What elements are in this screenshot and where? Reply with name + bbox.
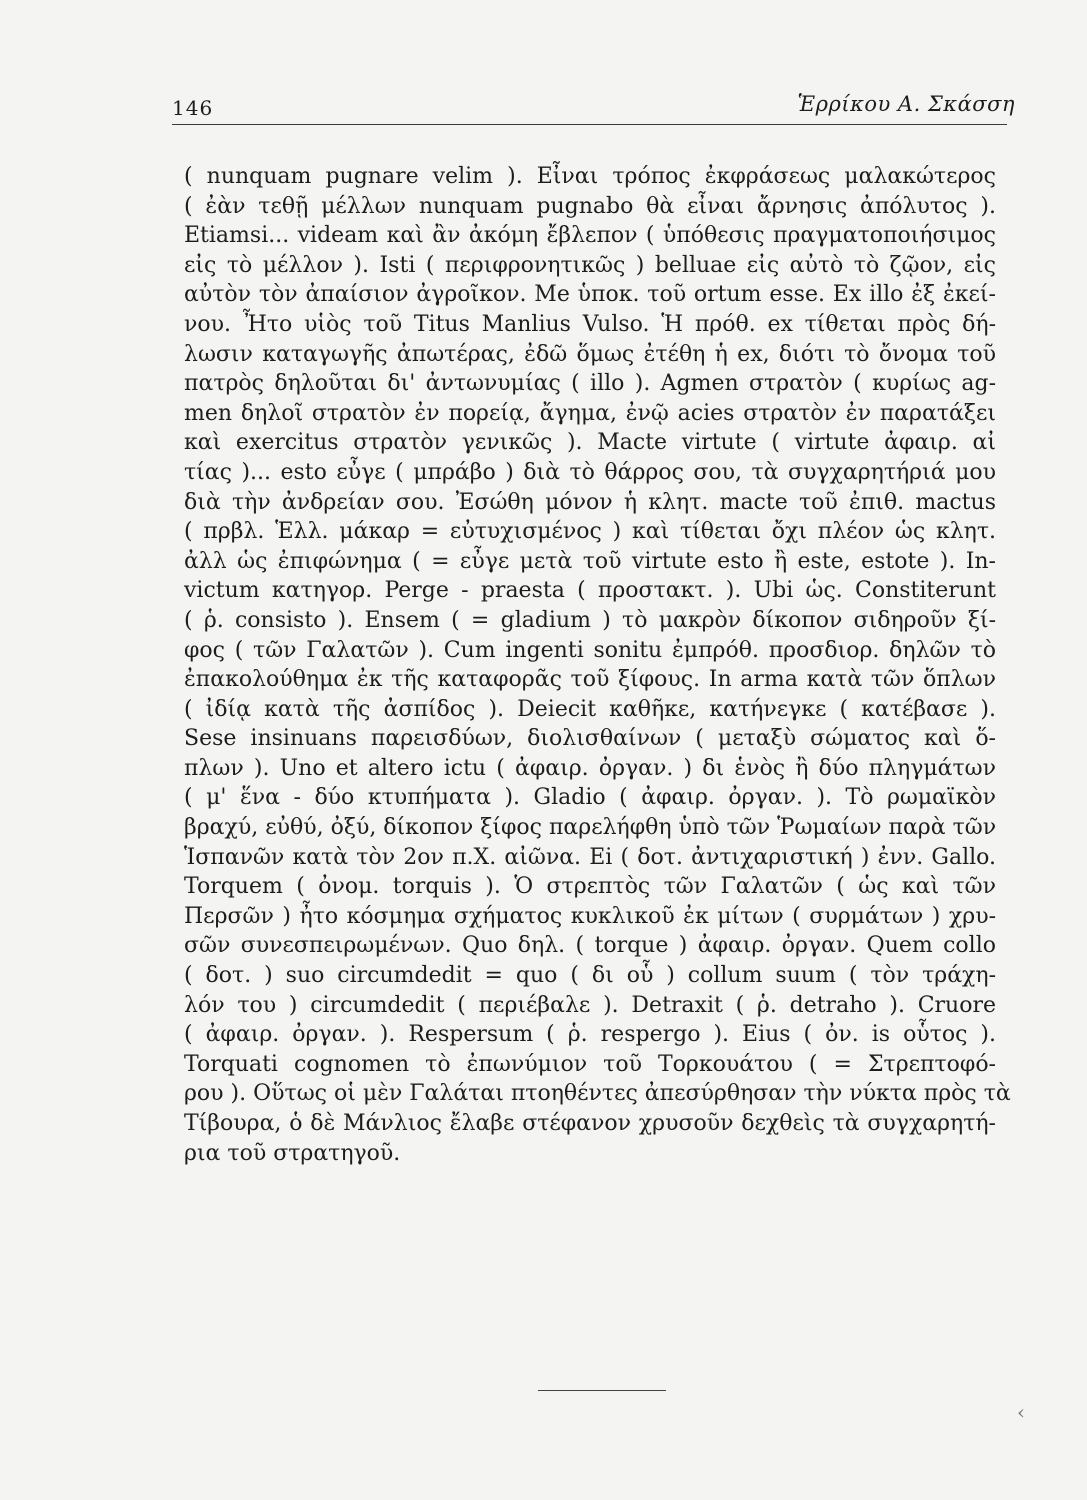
text-line: πλων ). Uno et altero ictu ( ἀφαιρ. ὀργαν. ) δι ἑνὸς ἢ δύο πληγμάτων — [184, 755, 996, 781]
text-line: men δηλοῖ στρατὸν ἐν πορείᾳ, ἄγημα, ἐνῷ acies στρατὸν ἐν παρατάξει — [184, 400, 996, 426]
text-line: εἰς τὸ μέλλον ). Isti ( περιφρονητικῶς ) belluae εἰς αὐτὸ τὸ ζῷον, εἰς — [184, 252, 996, 278]
page-number: 146 — [172, 96, 214, 120]
end-rule — [538, 1390, 666, 1391]
text-line: ( ἀφαιρ. ὀργαν. ). Respersum ( ῥ. respergo ). Eius ( ὀν. is οὗτος ). — [184, 1022, 996, 1048]
body-text — [184, 162, 1011, 1168]
text-line: καὶ exercitus στρατὸν γενικῶς ). Macte virtute ( virtute ἀφαιρ. αἰ — [184, 430, 996, 456]
text-line: victum κατηγορ. Perge - praesta ( προστακτ. ). Ubi ὡς. Constiterunt — [184, 578, 996, 604]
text-line: Torquati cognomen τὸ ἐπωνύμιον τοῦ Τορκουάτου ( = Στρεπτοφό- — [184, 1051, 996, 1077]
text-line: διὰ τὴν ἀνδρείαν σου. Ἐσώθη μόνον ἡ κλητ. macte τοῦ ἐπιθ. mactus — [184, 489, 996, 515]
running-head: Ἑρρίκου Α. Σκάσση — [797, 92, 1015, 116]
text-line: νου. Ἦτο υἱὸς τοῦ Titus Manlius Vulso. Ἡ πρόθ. ex τίθεται πρὸς δή- — [184, 311, 996, 337]
text-line: ( ῥ. consisto ). Ensem ( = gladium ) τὸ μακρὸν δίκοπον σιδηροῦν ξί- — [184, 607, 996, 633]
text-line: ( ἐὰν τεθῇ μέλλων nunquam pugnabo θὰ εἶναι ἄρνησις ἀπόλυτος ). — [184, 193, 996, 219]
text-line: ( μ' ἕνα - δύο κτυπήματα ). Gladio ( ἀφαιρ. ὀργαν. ). Τὸ ρωμαϊκὸν — [184, 785, 996, 811]
text-line: ( πρβλ. Ἑλλ. μάκαρ = εὐτυχισμένος ) καὶ τίθεται ὄχι πλέον ὡς κλητ. — [184, 519, 996, 545]
text-line: ρου ). Οὕτως οἱ μὲν Γαλάται πτοηθέντες ἀπεσύρθησαν τὴν νύκτα πρὸς τὰ — [184, 1081, 1011, 1107]
text-line-last: ρια τοῦ στρατηγοῦ. — [184, 1140, 401, 1166]
text-line: ( ἰδίᾳ κατὰ τῆς ἀσπίδος ). Deiecit καθῆκε, κατήνεγκε ( κατέβασε ). — [184, 696, 996, 722]
text-line: ἐπακολούθημα ἐκ τῆς καταφορᾶς τοῦ ξίφους. In arma κατὰ τῶν ὅπλων — [184, 667, 996, 693]
text-line: λόν του ) circumdedit ( περιέβαλε ). Detraxit ( ῥ. detraho ). Cruore — [184, 992, 996, 1018]
text-line: ( δοτ. ) suo circumdedit = quo ( δι οὗ ) collum suum ( τὸν τράχη- — [184, 963, 996, 989]
text-line: Περσῶν ) ἦτο κόσμημα σχήματος κυκλικοῦ ἐκ μίτων ( συρμάτων ) χρυ- — [184, 903, 996, 929]
text-line: βραχύ, εὐθύ, ὀξύ, δίκοπον ξίφος παρελήφθη ὑπὸ τῶν Ῥωμαίων παρὰ τῶν — [184, 815, 997, 841]
text-line: ἀλλ ὡς ἐπιφώνημα ( = εὖγε μετὰ τοῦ virtute esto ἢ este, estote ). In- — [184, 548, 996, 574]
text-line: Torquem ( ὀνομ. torquis ). Ὁ στρεπτὸς τῶν Γαλατῶν ( ὡς καὶ τῶν — [184, 874, 996, 900]
text-line: Ἱσπανῶν κατὰ τὸν 2ον π.Χ. αἰῶνα. Ei ( δοτ. ἀντιχαριστική ) ἐνν. Gallo. — [184, 844, 996, 870]
text-line: λωσιν καταγωγῆς ἀπωτέρας, ἐδῶ ὅμως ἐτέθη ἡ ex, διότι τὸ ὄνομα τοῦ — [184, 341, 996, 367]
text-line: ( nunquam pugnare velim ). Εἶναι τρόπος ἐκφράσεως μαλακώτερος — [184, 164, 996, 189]
text-line: Sese insinuans παρεισδύων, διολισθαίνων ( μεταξὺ σώματος καὶ ὅ- — [184, 726, 996, 752]
header-rule — [172, 124, 1007, 125]
text-line: Τίβουρα, ὁ δὲ Μάνλιος ἔλαβε στέφανον χρυσοῦν δεχθεὶς τὰ συγχαρητή- — [184, 1111, 996, 1136]
text-line: φος ( τῶν Γαλατῶν ). Cum ingenti sonitu ἐμπρόθ. προσδιορ. δηλῶν τὸ — [184, 637, 996, 663]
text-line: Etiamsi... videam καὶ ἂν ἀκόμη ἔβλεπον ( ὑπόθεσις πραγματοποιήσιμος — [184, 223, 996, 249]
text-line: πατρὸς δηλοῦται δι' ἀντωνυμίας ( illo ). Agmen στρατὸν ( κυρίως ag- — [184, 371, 996, 397]
text-line: αὐτὸν τὸν ἀπαίσιον ἀγροῖκον. Me ὑποκ. τοῦ ortum esse. Ex illo ἐξ ἐκεί- — [184, 282, 996, 308]
text-line: τίας )... esto εὖγε ( μπράβο ) διὰ τὸ θάρρος σου, τὰ συγχαρητήριά μου — [184, 459, 996, 485]
text-line: σῶν συνεσπειρωμένων. Quo δηλ. ( torque ) ἀφαιρ. ὀργαν. Quem collo — [184, 933, 996, 959]
margin-mark: ‹ — [1017, 1400, 1025, 1424]
